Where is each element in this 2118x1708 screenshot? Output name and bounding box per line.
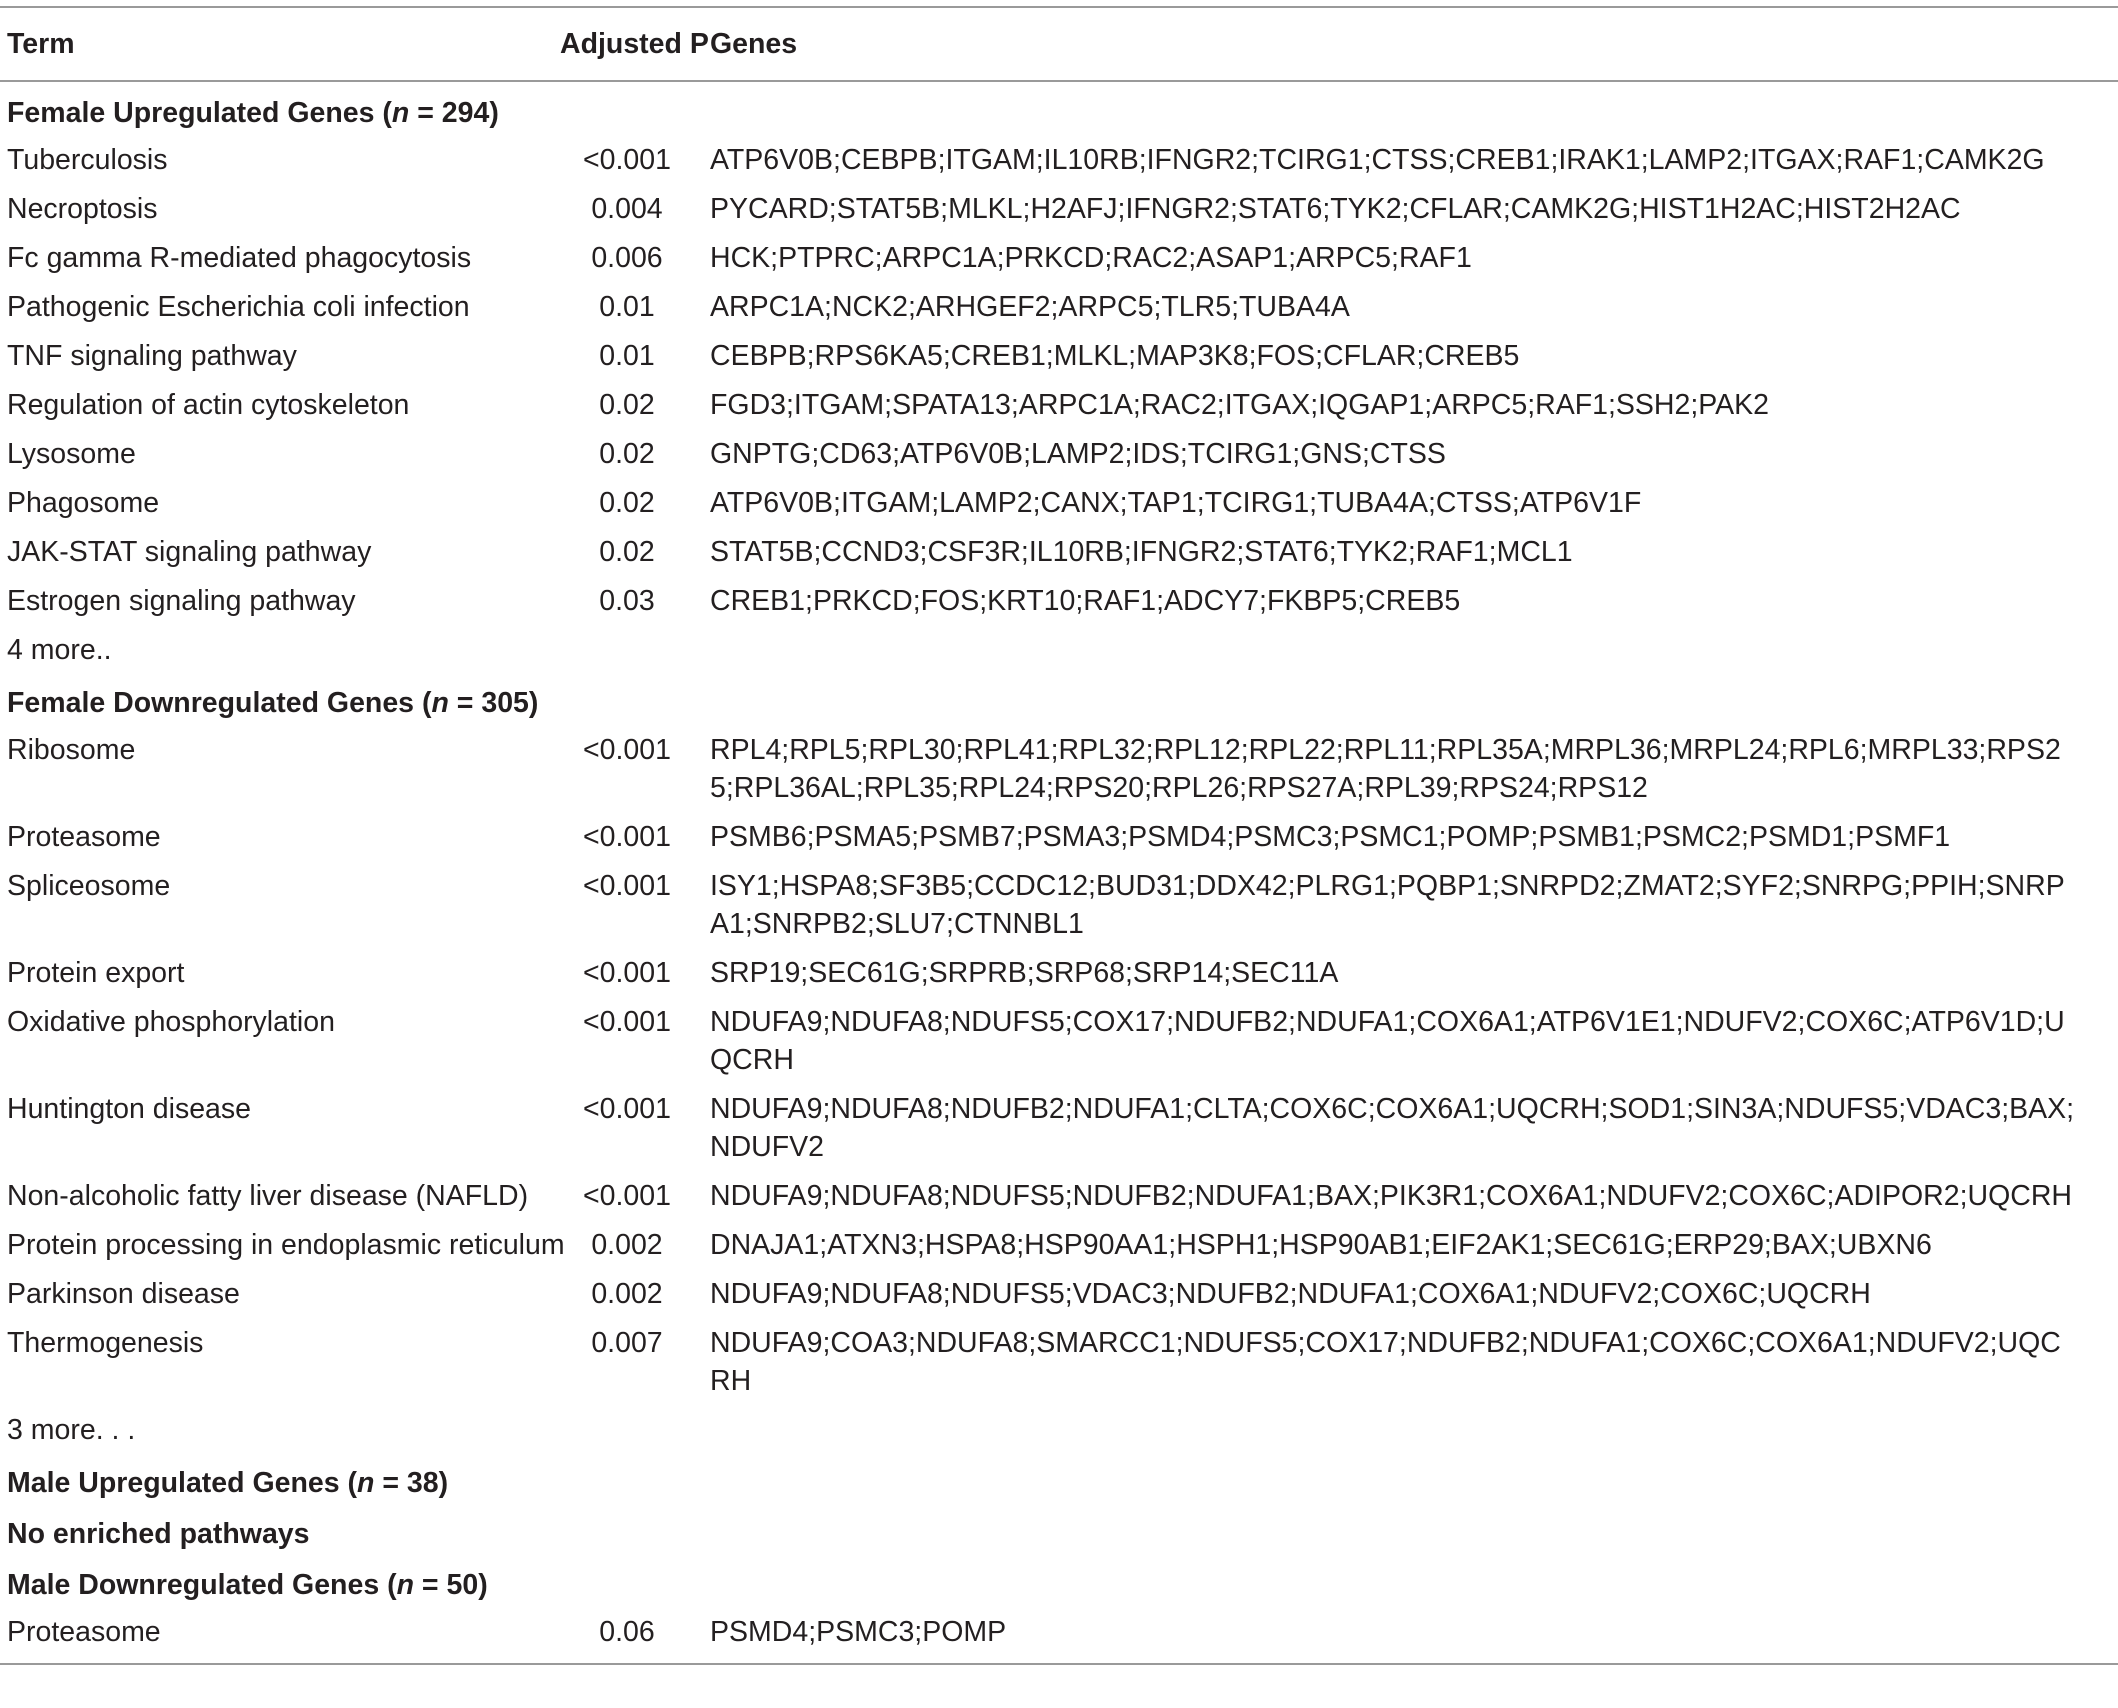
row-term: Parkinson disease	[7, 1278, 240, 1310]
row-adjusted-p: 0.002	[591, 1278, 663, 1310]
table-row	[0, 1270, 2118, 1319]
row-adjusted-p: 0.01	[599, 291, 655, 323]
note-row	[0, 1506, 2118, 1557]
row-adjusted-p: <0.001	[583, 144, 671, 176]
row-term: Protein export	[7, 957, 185, 989]
row-term: Phagosome	[7, 487, 160, 519]
table-row	[0, 1608, 2118, 1664]
row-term: Spliceosome	[7, 870, 171, 902]
row-genes: NDUFA9;NDUFA8;NDUFB2;NDUFA1;CLTA;COX6C;COX6A1;UQCRH;SOD1;SIN3A;NDUFS5;VDAC3;BAX;NDUFV2	[710, 1093, 2075, 1163]
table-row	[0, 479, 2118, 528]
table-row	[0, 813, 2118, 862]
section-n-label: n	[391, 97, 410, 129]
row-term: TNF signaling pathway	[7, 340, 297, 372]
row-adjusted-p: <0.001	[583, 957, 671, 989]
table-row	[0, 1319, 2118, 1406]
section-title-prefix: Female Downregulated Genes (	[7, 687, 432, 719]
table-row	[0, 1085, 2118, 1172]
more-label: 4 more..	[7, 634, 112, 666]
table-row	[0, 136, 2118, 185]
table-row	[0, 234, 2118, 283]
section-header-row	[0, 81, 2118, 136]
table-row	[0, 381, 2118, 430]
table-row	[0, 998, 2118, 1085]
row-term: Pathogenic Escherichia coli infection	[7, 291, 470, 323]
more-row	[0, 1406, 2118, 1455]
row-genes: PSMB6;PSMA5;PSMB7;PSMA3;PSMD4;PSMC3;PSMC1;POMP;PSMB1;PSMC2;PSMD1;PSMF1	[710, 821, 1951, 853]
row-genes: ARPC1A;NCK2;ARHGEF2;ARPC5;TLR5;TUBA4A	[710, 291, 1350, 323]
row-adjusted-p: 0.02	[599, 389, 655, 421]
row-genes: PYCARD;STAT5B;MLKL;H2AFJ;IFNGR2;STAT6;TYK2;CFLAR;CAMK2G;HIST1H2AC;HIST2H2AC	[710, 193, 1961, 225]
row-adjusted-p: <0.001	[583, 1180, 671, 1212]
row-genes: STAT5B;CCND3;CSF3R;IL10RB;IFNGR2;STAT6;TYK2;RAF1;MCL1	[710, 536, 1573, 568]
row-genes: FGD3;ITGAM;SPATA13;ARPC1A;RAC2;ITGAX;IQGAP1;ARPC5;RAF1;SSH2;PAK2	[710, 389, 1770, 421]
row-term: Huntington disease	[7, 1093, 252, 1125]
table-row	[0, 528, 2118, 577]
row-genes: DNAJA1;ATXN3;HSPA8;HSP90AA1;HSPH1;HSP90AB1;EIF2AK1;SEC61G;ERP29;BAX;UBXN6	[710, 1229, 1932, 1261]
header-genes: Genes	[710, 7, 2118, 81]
section-title	[0, 1455, 2118, 1506]
section-title-prefix: Male Downregulated Genes (	[7, 1569, 397, 1601]
row-adjusted-p: <0.001	[583, 821, 671, 853]
row-genes: ATP6V0B;CEBPB;ITGAM;IL10RB;IFNGR2;TCIRG1;CTSS;CREB1;IRAK1;LAMP2;ITGAX;RAF1;CAMK2G	[710, 144, 2045, 176]
table-row	[0, 862, 2118, 949]
table-row	[0, 726, 2118, 813]
row-term: JAK-STAT signaling pathway	[7, 536, 372, 568]
table-row	[0, 430, 2118, 479]
row-adjusted-p: 0.06	[560, 1608, 710, 1664]
section-note: No enriched pathways	[7, 1518, 310, 1550]
more-row	[0, 626, 2118, 675]
row-genes: ISY1;HSPA8;SF3B5;CCDC12;BUD31;DDX42;PLRG1;PQBP1;SNRPD2;ZMAT2;SYF2;SNRPG;PPIH;SNRPA1;SNRPB2;SLU7;CTNNBL1	[710, 870, 2065, 940]
section-title-suffix: = 305)	[448, 687, 539, 719]
section-header-row	[0, 1557, 2118, 1608]
section-title	[0, 1557, 2118, 1608]
row-genes: CEBPB;RPS6KA5;CREB1;MLKL;MAP3K8;FOS;CFLAR;CREB5	[710, 340, 1520, 372]
table-row	[0, 332, 2118, 381]
more-label: 3 more. . .	[7, 1414, 136, 1446]
row-genes: ATP6V0B;ITGAM;LAMP2;CANX;TAP1;TCIRG1;TUBA4A;CTSS;ATP6V1F	[710, 487, 1642, 519]
row-term: Estrogen signaling pathway	[7, 585, 356, 617]
row-adjusted-p: 0.02	[599, 487, 655, 519]
section-title	[0, 81, 2118, 136]
section-title	[0, 675, 2118, 726]
row-genes: GNPTG;CD63;ATP6V0B;LAMP2;IDS;TCIRG1;GNS;CTSS	[710, 438, 1446, 470]
row-adjusted-p: 0.02	[599, 536, 655, 568]
row-genes: HCK;PTPRC;ARPC1A;PRKCD;RAC2;ASAP1;ARPC5;RAF1	[710, 242, 1472, 274]
section-title-suffix: = 294)	[409, 97, 499, 129]
table-row	[0, 1221, 2118, 1270]
header-row	[0, 7, 2118, 81]
row-genes: RPL4;RPL5;RPL30;RPL41;RPL32;RPL12;RPL22;RPL11;RPL35A;MRPL36;MRPL24;RPL6;MRPL33;RPS25;RPL36AL;RPL35;RPL24;RPS20;RPL26;RPS27A;RPL39;RPS24;RPS12	[710, 734, 2061, 804]
row-adjusted-p: 0.03	[599, 585, 655, 617]
header-adjusted-p: Adjusted P	[560, 7, 710, 81]
section-title-prefix: Male Upregulated Genes (	[7, 1467, 358, 1499]
section-n-label: n	[431, 687, 449, 719]
row-term: Oxidative phosphorylation	[7, 1006, 335, 1038]
row-genes: NDUFA9;NDUFA8;NDUFS5;COX17;NDUFB2;NDUFA1;COX6A1;ATP6V1E1;NDUFV2;COX6C;ATP6V1D;UQCRH	[710, 1006, 2065, 1076]
row-term: Ribosome	[7, 734, 136, 766]
table-row	[0, 185, 2118, 234]
table-row	[0, 577, 2118, 626]
row-adjusted-p: <0.001	[583, 1006, 671, 1038]
table-body	[0, 81, 2118, 1664]
row-genes: PSMD4;PSMC3;POMP	[710, 1608, 2118, 1664]
section-header-row	[0, 675, 2118, 726]
row-term: Thermogenesis	[7, 1327, 204, 1359]
row-adjusted-p: <0.001	[583, 870, 671, 902]
row-term: Non-alcoholic fatty liver disease (NAFLD)	[7, 1180, 529, 1212]
row-term: Proteasome	[7, 821, 161, 853]
row-adjusted-p: 0.01	[599, 340, 655, 372]
row-genes: CREB1;PRKCD;FOS;KRT10;RAF1;ADCY7;FKBP5;CREB5	[710, 585, 1461, 617]
section-n-label: n	[396, 1569, 415, 1601]
row-genes: SRP19;SEC61G;SRPRB;SRP68;SRP14;SEC11A	[710, 957, 1339, 989]
row-adjusted-p: 0.004	[591, 193, 663, 225]
row-genes: NDUFA9;NDUFA8;NDUFS5;VDAC3;NDUFB2;NDUFA1;COX6A1;NDUFV2;COX6C;UQCRH	[710, 1278, 1871, 1310]
row-adjusted-p: 0.007	[591, 1327, 663, 1359]
row-term: Proteasome	[0, 1608, 560, 1664]
row-term: Necroptosis	[7, 193, 158, 225]
row-adjusted-p: 0.006	[591, 242, 663, 274]
table-row	[0, 283, 2118, 332]
row-adjusted-p: 0.02	[599, 438, 655, 470]
row-adjusted-p: <0.001	[583, 1093, 671, 1125]
row-term: Regulation of actin cytoskeleton	[7, 389, 410, 421]
row-term: Fc gamma R-mediated phagocytosis	[7, 242, 472, 274]
table-row	[0, 1172, 2118, 1221]
section-title-suffix: = 50)	[414, 1569, 488, 1601]
section-title-suffix: = 38)	[374, 1467, 449, 1499]
table-row	[0, 949, 2118, 998]
pathway-enrichment-table	[0, 6, 2118, 1665]
row-adjusted-p: 0.002	[591, 1229, 663, 1261]
row-term: Tuberculosis	[7, 144, 168, 176]
row-adjusted-p: <0.001	[583, 734, 671, 766]
section-n-label: n	[357, 1467, 375, 1499]
row-term: Protein processing in endoplasmic reticulum	[7, 1229, 565, 1261]
header-term: Term	[0, 7, 560, 81]
section-header-row	[0, 1455, 2118, 1506]
row-genes: NDUFA9;COA3;NDUFA8;SMARCC1;NDUFS5;COX17;NDUFB2;NDUFA1;COX6C;COX6A1;NDUFV2;UQCRH	[710, 1327, 2061, 1397]
section-title-prefix: Female Upregulated Genes (	[7, 97, 392, 129]
row-genes: NDUFA9;NDUFA8;NDUFS5;NDUFB2;NDUFA1;BAX;PIK3R1;COX6A1;NDUFV2;COX6C;ADIPOR2;UQCRH	[710, 1180, 2072, 1212]
row-term: Lysosome	[7, 438, 136, 470]
